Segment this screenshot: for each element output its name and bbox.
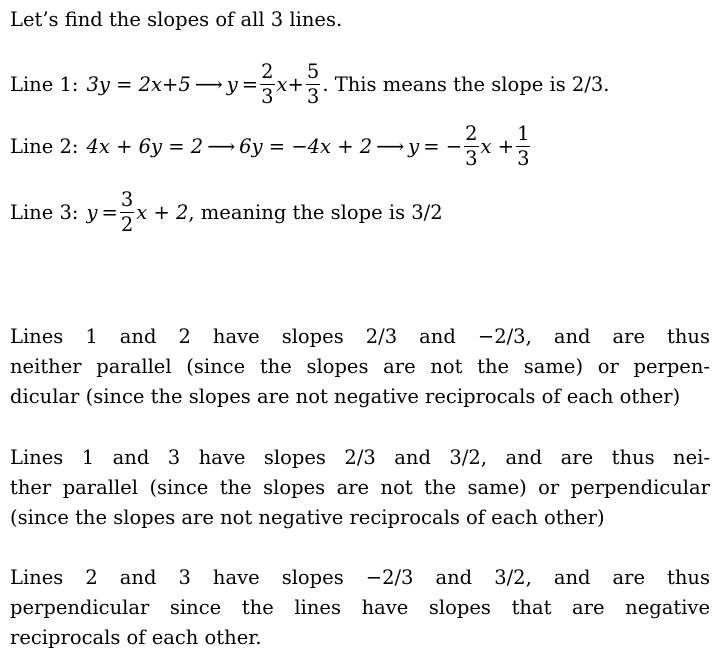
line2-fraction-intercept-denominator: 3 [517,146,530,170]
line3-fraction-slope-numerator: 3 [120,188,134,211]
line3-equation [10,190,443,234]
line1-label: Line 1: [10,72,79,96]
line1-arrow: ⟶ [194,72,223,96]
line2-part1: 4x + 6y = 2 [86,134,204,158]
line3-y: y [86,200,98,224]
line2-x-plus: x + [480,134,515,158]
line2-arrow1: ⟶ [207,134,236,158]
paragraph-lines-1-3 [10,443,710,533]
line2-fraction-slope-numerator: 2 [465,122,478,145]
paragraph-lines-2-3 [10,563,710,653]
line1-fraction-slope [260,62,274,106]
line2-part2: 6y = −4x + 2 [239,134,373,158]
line1-fraction-slope-denominator: 3 [261,84,274,108]
line3-fraction-slope-denominator: 2 [120,212,134,236]
line3-tail: , meaning the slope is 3/2 [188,200,443,224]
line3-equals: = [101,200,118,224]
intro-sentence: Let’s find the slopes of all 3 lines. [10,8,343,31]
line1-y: y [226,72,238,96]
line2-fraction-intercept-numerator: 1 [517,122,530,145]
paragraph-line: neither parallel (since the slopes are not the same) or perpen- [10,355,710,378]
line1-equals: = [241,72,259,96]
line2-equation [10,124,532,168]
line1-tail: . This means the slope is 2/3. [322,72,610,96]
line1-fraction-intercept-numerator: 5 [306,60,320,83]
line2-y: y [408,134,420,158]
paragraph-line: perpendicular since the lines have slopes that are negative [10,596,710,619]
paragraph-lines-1-2 [10,322,710,412]
line3-x-plus: x + 2 [136,200,189,224]
line1-equation [10,62,610,106]
line1-x-plus: x+ [276,72,304,96]
paragraph-line: Lines 2 and 3 have slopes −2/3 and 3/2, and are thus [10,566,710,589]
paragraph-line: (since the slopes are not negative reciprocals of each other) [10,506,605,529]
line2-arrow2: ⟶ [376,134,405,158]
line2-fraction-intercept [516,124,530,168]
line1-fraction-intercept-denominator: 3 [306,84,320,108]
line2-label: Line 2: [10,134,79,158]
line2-fraction-slope-denominator: 3 [465,146,478,170]
intro-text [10,8,342,31]
line1-lhs: 3y = 2x+5 [86,72,191,96]
line1-fraction-intercept [306,62,320,106]
line2-equals-minus: = − [423,134,463,158]
paragraph-line: reciprocals of each other. [10,626,262,649]
line2-fraction-slope [464,124,478,168]
paragraph-line: ther parallel (since the slopes are not the same) or perpendicular [10,476,710,499]
paragraph-line: dicular (since the slopes are not negative reciprocals of each other) [10,385,681,408]
paragraph-line: Lines 1 and 2 have slopes 2/3 and −2/3, and are thus [10,325,710,348]
line3-fraction-slope [120,190,134,234]
line1-fraction-slope-numerator: 2 [261,60,274,83]
paragraph-line: Lines 1 and 3 have slopes 2/3 and 3/2, and are thus nei- [10,446,710,469]
line3-label: Line 3: [10,200,79,224]
